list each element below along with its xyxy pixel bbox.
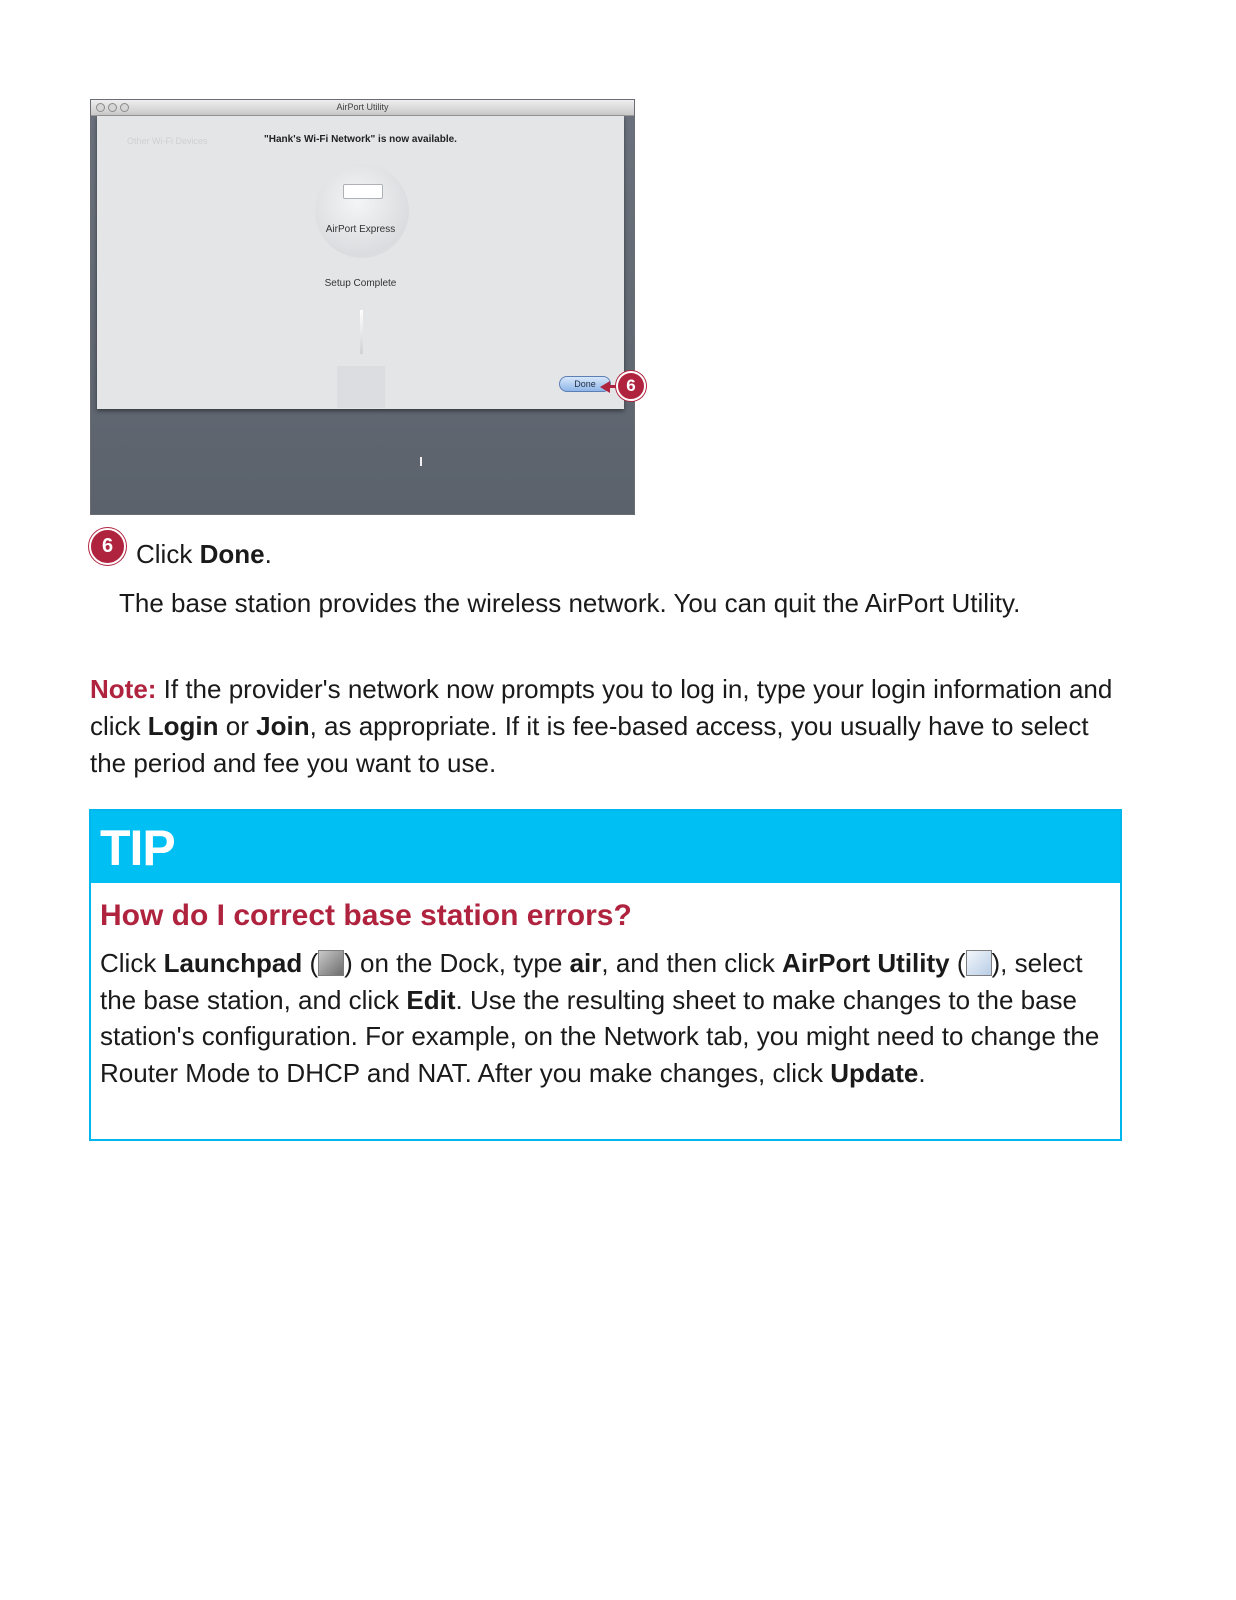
note-text-2: or [218, 711, 257, 741]
step-number-badge: 6 [89, 528, 126, 565]
tip-header [91, 811, 1120, 883]
done-button[interactable]: Done [559, 376, 611, 392]
connection-line [360, 310, 363, 354]
window-title: AirPort Utility [336, 102, 389, 112]
tip-bold-launchpad: Launchpad [163, 948, 303, 978]
step-bold: Done [199, 539, 265, 569]
airport-express-icon [343, 184, 383, 199]
tip-body [100, 945, 1115, 1091]
note-text-3: , as appropriate. If it is fee-based access, you usually have to select the period and fee you want to use. [90, 711, 1089, 778]
result-paragraph: The base station provides the wireless network. You can quit the AirPort Utility. [119, 588, 1021, 618]
callout-badge: 6 [616, 371, 646, 401]
tip-text-4: , and then click [601, 948, 783, 978]
note-paragraph [90, 671, 1130, 782]
tip-bold-air: air [569, 948, 602, 978]
tip-bold-update: Update [830, 1057, 919, 1088]
status-label: Setup Complete [324, 278, 397, 289]
step-instruction [136, 539, 272, 570]
setup-sheet [97, 116, 624, 409]
tip-text-5: ( [949, 948, 966, 978]
tip-text-3: ) on the Dock, type [344, 948, 570, 978]
note-bold-login: Login [147, 711, 219, 741]
tip-text-2: ( [302, 948, 319, 978]
screenshot-figure [90, 99, 635, 515]
device-label: AirPort Express [325, 224, 396, 235]
background-text: Other Wi-Fi Devices [127, 136, 208, 146]
airport-utility-icon [966, 950, 992, 976]
tip-text-8: . [918, 1057, 926, 1088]
step-suffix: . [264, 539, 272, 569]
computer-icon [337, 366, 385, 408]
tip-text-7: . Use the resulting sheet to make changes to the base station's configuration. For example, on the Network tab, you might need to change the Router Mode to DHCP and NAT. After you make changes, click [100, 984, 1100, 1088]
note-bold-join: Join [256, 711, 310, 741]
step-prefix: Click [136, 539, 200, 569]
window-titlebar [91, 100, 634, 116]
tip-bold-airport-utility: AirPort Utility [782, 948, 950, 978]
launchpad-icon [318, 950, 344, 976]
cursor-icon [420, 457, 422, 466]
note-label: Note: [90, 674, 157, 704]
tip-title: TIP [100, 820, 175, 876]
tip-question: How do I correct base station errors? [100, 899, 632, 932]
tip-text-1: Click [100, 948, 164, 978]
available-message: "Hank's Wi-Fi Network" is now available. [264, 134, 457, 145]
tip-bold-edit: Edit [406, 984, 456, 1015]
globe-icon [315, 164, 409, 258]
note-text-1: If the provider's network now prompts you to log in, type your login information and click [90, 674, 1113, 741]
tip-text-6: ), select the base station, and click [100, 948, 1083, 1015]
tip-box [89, 809, 1122, 1141]
